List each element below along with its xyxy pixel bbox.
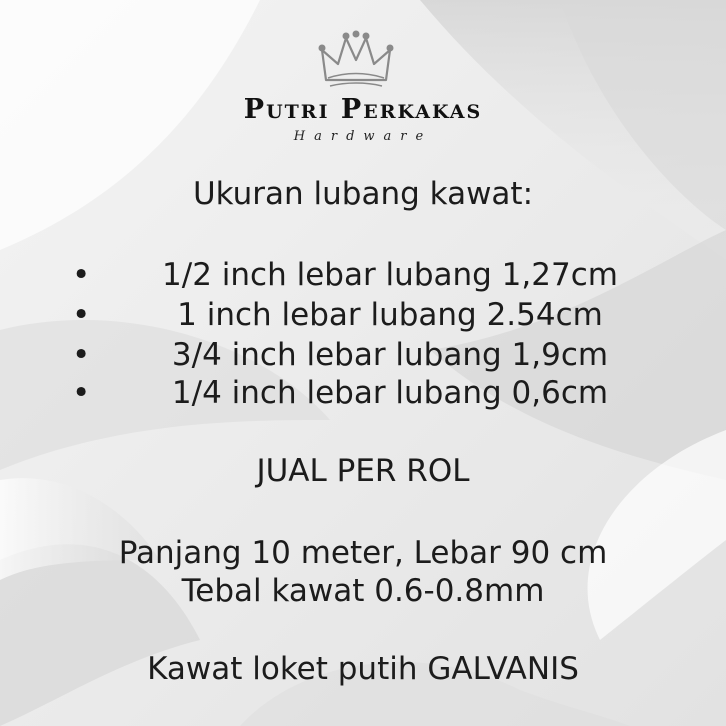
list-item-text: 3/4 inch lebar lubang 1,9cm — [171, 337, 609, 373]
list-item-text: 1/4 inch lebar lubang 0,6cm — [171, 375, 609, 411]
bullet-marker: • — [72, 375, 91, 411]
brand-logo — [0, 30, 726, 144]
list-item — [0, 257, 726, 297]
product-name: Kawat loket putih GALVANIS — [147, 651, 579, 687]
sale-unit: JUAL PER ROL — [256, 453, 470, 489]
heading: Ukuran lubang kawat: — [192, 176, 534, 212]
bullet-marker: • — [72, 337, 91, 373]
brand-name — [0, 94, 726, 125]
list-item-text: 1 inch lebar lubang 2.54cm — [177, 297, 603, 333]
crown-icon — [316, 30, 396, 90]
bullet-marker: • — [72, 297, 91, 333]
bullet-marker: • — [72, 257, 91, 293]
list-item — [0, 297, 726, 337]
thickness-text: Tebal kawat 0.6-0.8mm — [181, 573, 545, 609]
dimensions-text: Panjang 10 meter, Lebar 90 cm — [118, 535, 608, 571]
brand-name-second: Perkakas — [340, 94, 483, 125]
brand-name-first: Putri — [243, 94, 330, 125]
list-item — [0, 337, 726, 377]
brand-subtitle: Hardware — [293, 129, 433, 144]
list-item-text: 1/2 inch lebar lubang 1,27cm — [162, 257, 618, 293]
list-item — [0, 375, 726, 415]
